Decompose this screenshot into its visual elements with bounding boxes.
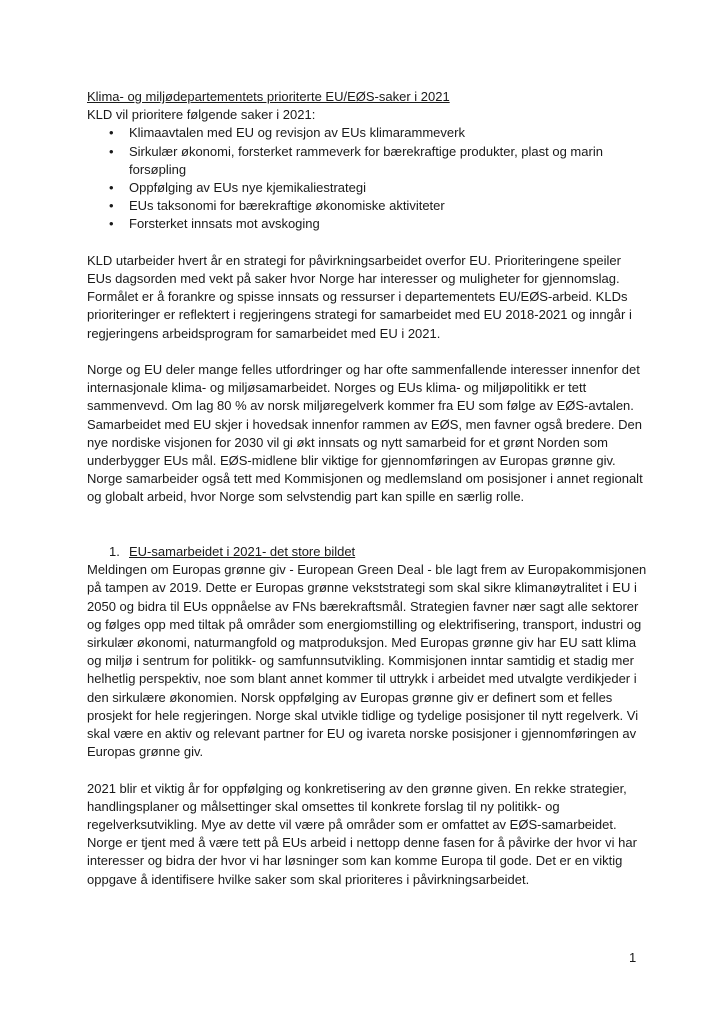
document-page [87, 88, 647, 889]
list-item: • Klimaavtalen med EU og revisjon av EUs klimarammeverk [87, 124, 647, 142]
list-item: • EUs taksonomi for bærekraftige økonomiske aktiviteter [87, 197, 647, 215]
paragraph-2021: 2021 blir et viktig år for oppfølging og konkretisering av den grønne given. En rekke strategier, handlingsplaner og målsettinger skal omsettes til konkrete forslag til ny politikk- og regelverksutvikling. Mye av dette vil være på områder som er omfattet av EØS-samarbeidet. Norge er tjent med å være tett på EUs arbeid i nettopp denne fasen for å påvirke der hvor vi har interesser og bidra der hvor vi har løsninger som kan komme Europa til gode. Det er en viktig oppgave å identifisere hvilke saker som skal prioriteres i påvirkningsarbeidet. [87, 780, 637, 887]
section-title: EU-samarbeidet i 2021- det store bildet [129, 544, 356, 560]
page-number: 1 [629, 950, 637, 965]
document-title: Klima- og miljødepartementets prioriterte EU/EØS-saker i 2021 [87, 89, 450, 104]
paragraph-cooperation: Norge og EU deler mange felles utfordringer og har ofte sammenfallende interesser innenfor det internasjonale klima- og miljøsamarbeidet. Norges og EUs klima- og miljøpolitikk er tett sammenvevd. Om lag 80 % av norsk miljøregelverk kommer fra EU som følge av EØS-avtalen. Samarbeidet med EU skjer i hovedsak innenfor rammen av EØS, men favner også bredere. Den nye nordiske visjonen for 2030 vil gi økt innsats og nytt samarbeid for et grønt Norden som underbygger EUs mål. EØS-midlene blir viktige for gjennomføringen av Europas grønne giv. Norge samarbeider også tett med Kommisjonen og medlemsland om posisjoner i annet regionalt og globalt arbeid, hvor Norge som selvstendig part kan spille en særlig rolle. [87, 362, 643, 505]
list-item: • Oppfølging av EUs nye kjemikaliestrategi [87, 179, 647, 197]
priority-list [87, 124, 647, 233]
section-number: 1. [109, 544, 120, 560]
paragraph-green-deal: Meldingen om Europas grønne giv - European Green Deal - ble lagt frem av Europakommisjonen på tampen av 2019. Dette er Europas grønne vekststrategi som skal sikre klimanøytralitet i EU i 2050 og bidra til EUs oppnåelse av FNs bærekraftsmål. Strategien favner nær sagt alle sektorer og følges opp med tiltak på områder som energiomstilling og elektrifisering, transport, industri og sirkulær økonomi, naturmangfold og matproduksjon. Med Europas grønne giv har EU satt klima og miljø i sentrum for politikk- og samfunnsutvikling. Kommisjonen inntar samtidig et stadig mer helhetlig perspektiv, noe som blant annet kommer til uttrykk i arbeidet med utvalgte verdikjeder i den sirkulære økonomien. Norsk oppfølging av Europas grønne giv er definert som et felles prosjekt for hele regjeringen. Norge skal utvikle tidlige og tydelige posisjoner til nytt regelverk. Vi skal være en aktiv og relevant partner for EU og ivareta norske posisjoner i gjennomføringen av Europas grønne giv. [87, 562, 647, 760]
section-heading [87, 543, 647, 561]
paragraph-strategy: KLD utarbeider hvert år en strategi for påvirkningsarbeidet overfor EU. Prioriteringene speiler EUs dagsorden med vekt på saker hvor Norge har interesser og muligheter for gjennomslag. Formålet er å forankre og spisse innsats og ressurser i departementets EU/EØS-arbeid. KLDs prioriteringer er reflektert i regjeringens strategi for samarbeidet med EU 2018-2021 og inngår i regjeringens arbeidsprogram for samarbeidet med EU i 2021. [87, 252, 632, 341]
intro-text: KLD vil prioritere følgende saker i 2021: [87, 107, 316, 123]
list-item: • Forsterket innsats mot avskoging [87, 215, 647, 233]
list-item: • Sirkulær økonomi, forsterket rammeverk for bærekraftige produkter, plast og marin forsøpling [87, 143, 647, 179]
